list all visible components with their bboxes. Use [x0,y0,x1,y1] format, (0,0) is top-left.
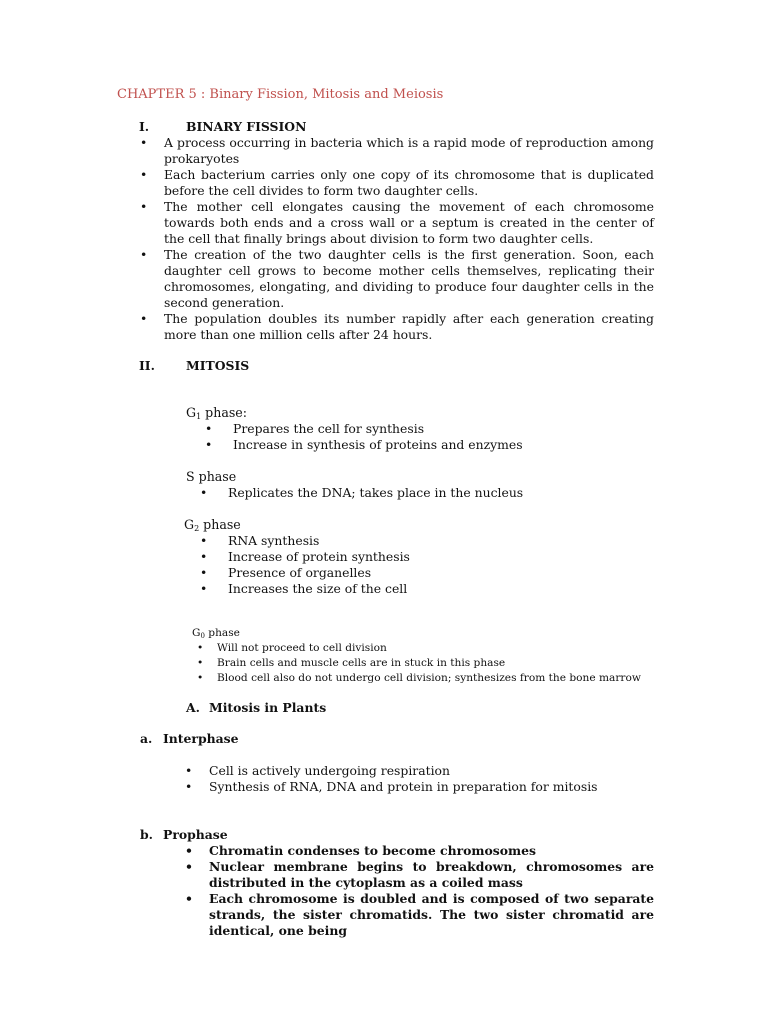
g0-phase-heading: $G_0$ phase [192,627,240,640]
list-item: • Cell is actively undergoing respiration [185,763,654,779]
g0-phase-list [197,641,641,686]
section-2-numeral: II. [139,358,155,373]
list-item: • Blood cell also do not undergo cell division; synthesizes from the bone marrow [197,671,641,686]
g1-phase-heading: $G_1$ phase: [186,405,247,421]
list-item: • Prepares the cell for synthesis [205,421,523,437]
g1-phase-list [205,421,523,453]
list-item: • Replicates the DNA; takes place in the nucleus [200,485,523,501]
binary-fission-list [140,135,654,343]
prophase-letter: b. [140,827,153,842]
list-item: • Nuclear membrane begins to breakdown, chromosomes are distributed in the cytoplasm as a coiled mass [185,859,654,891]
g2-phase-heading: $G_2$ phase [184,517,241,533]
s-phase-heading: S phase [186,469,237,484]
list-item: • Increases the size of the cell [200,581,410,597]
list-item: • RNA synthesis [200,533,410,549]
list-item: • Brain cells and muscle cells are in stuck in this phase [197,656,641,671]
g2-phase-list [200,533,410,597]
chapter-title: CHAPTER 5 : Binary Fission, Mitosis and Meiosis [117,87,444,102]
list-item: • The creation of the two daughter cells is the first generation. Soon, each daughter cell grows to become mother cells themselves, replicating their chromosomes, elongating, and dividing to produce four daughter cells in the second generation. [140,247,654,311]
section-1-title: BINARY FISSION [186,119,307,134]
subsection-a-letter: A. [186,700,200,715]
list-item: • Each chromosome is doubled and is composed of two separate strands, the sister chromatids. The two sister chromatid are identical, one being [185,891,654,939]
subsection-a-title: Mitosis in Plants [209,700,327,715]
s-phase-list [200,485,523,501]
interphase-letter: a. [140,731,153,746]
prophase-list [185,843,654,939]
list-item: • Synthesis of RNA, DNA and protein in preparation for mitosis [185,779,654,795]
list-item: • Increase of protein synthesis [200,549,410,565]
list-item: • The population doubles its number rapidly after each generation creating more than one million cells after 24 hours. [140,311,654,343]
list-item: • Each bacterium carries only one copy of its chromosome that is duplicated before the cell divides to form two daughter cells. [140,167,654,199]
list-item: • A process occurring in bacteria which is a rapid mode of reproduction among prokaryotes [140,135,654,167]
list-item: • Increase in synthesis of proteins and enzymes [205,437,523,453]
prophase-title: Prophase [163,827,228,842]
list-item: • Chromatin condenses to become chromosomes [185,843,654,859]
list-item: • Presence of organelles [200,565,410,581]
section-1-numeral: I. [139,119,150,134]
list-item: • The mother cell elongates causing the movement of each chromosome towards both ends and a cross wall or a septum is created in the center of the cell that finally brings about division to form two daughter cells. [140,199,654,247]
interphase-title: Interphase [163,731,239,746]
list-item: • Will not proceed to cell division [197,641,641,656]
interphase-list [185,763,654,795]
section-2-title: MITOSIS [186,358,250,373]
g0-phase-block [197,641,641,686]
